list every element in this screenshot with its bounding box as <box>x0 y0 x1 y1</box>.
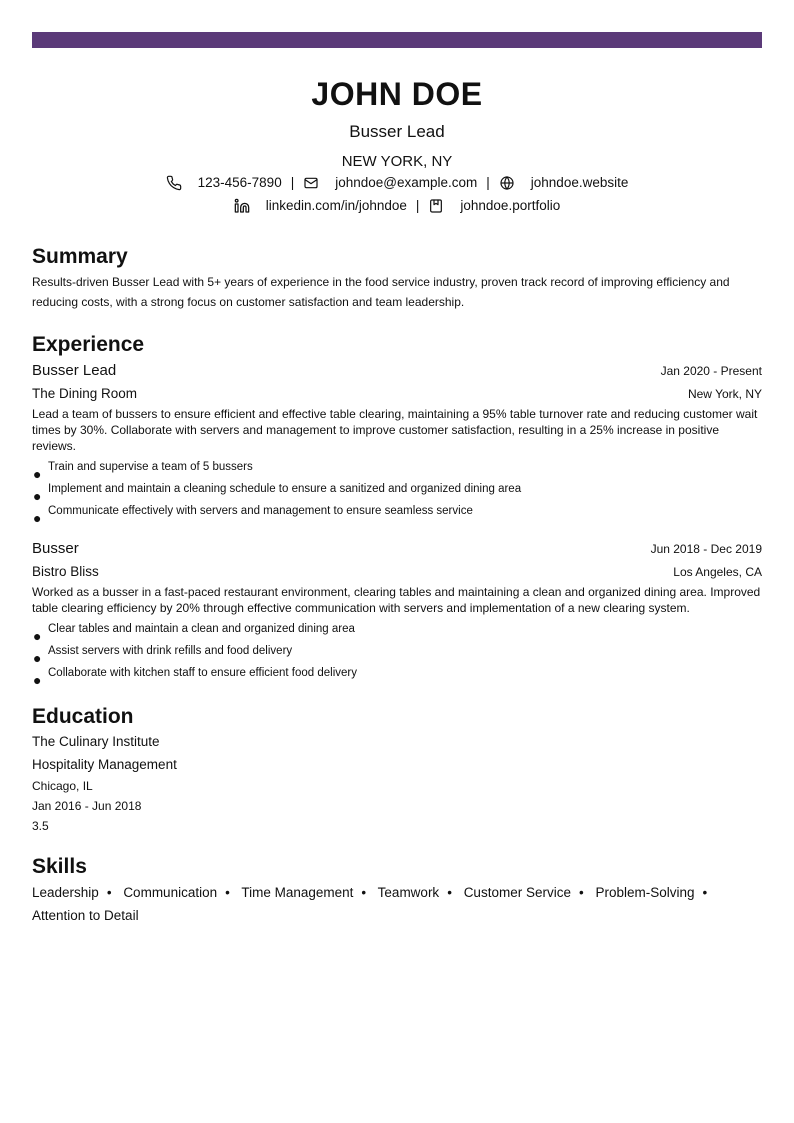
skill-item: Problem-Solving <box>595 885 695 900</box>
linkedin-contact[interactable] <box>234 196 407 216</box>
email-contact[interactable] <box>303 173 477 193</box>
bullet-dot-icon: ● <box>33 628 42 644</box>
portfolio-icon <box>428 198 444 214</box>
resume-page <box>32 48 762 927</box>
mail-icon <box>303 175 319 191</box>
job-description: Worked as a busser in a fast-paced restaurant environment, clearing tables and maintaining a clean and organized dining area. Improved table clearing efficiency by 20% through effective communication with servers and implementation of a new clearing system. <box>32 585 761 615</box>
job-location: Los Angeles, CA <box>673 565 762 579</box>
job-location: New York, NY <box>687 387 762 401</box>
globe-icon <box>499 175 515 191</box>
bullet-dot-icon: ● <box>33 650 42 666</box>
skill-separator-icon: • <box>578 885 584 900</box>
education-school: The Culinary Institute <box>32 734 160 749</box>
summary-text: Results-driven Busser Lead with 5+ years of experience in the food service industry, proven track record of improving efficiency and reducing costs, with a strong focus on customer satisfaction and team leadership. <box>32 275 730 309</box>
resume-header <box>32 75 762 216</box>
education-section <box>32 704 762 836</box>
list-item: ● Implement and maintain a cleaning schedule to ensure a sanitized and organized dining area <box>32 478 762 500</box>
contact-row-secondary <box>32 196 762 216</box>
job-description: Lead a team of bussers to ensure efficient and effective table clearing, maintaining a 95% table turnover rate and reducing customer wait times by 30%. Collaborate with servers and management to improve customer satisfaction, resulting in a 25% increase in positive reviews. <box>32 407 758 453</box>
job-entry <box>32 538 762 688</box>
list-item: ● Train and supervise a team of 5 bussers <box>32 456 762 478</box>
candidate-name: JOHN DOE <box>311 76 483 112</box>
list-item: ● Collaborate with kitchen staff to ensure efficient food delivery <box>32 662 762 684</box>
job-dates: Jun 2018 - Dec 2019 <box>650 542 762 556</box>
job-dates: Jan 2020 - Present <box>660 364 762 378</box>
job-company: The Dining Room <box>32 386 138 401</box>
contact-separator: | <box>290 175 295 190</box>
skill-item: Communication <box>123 885 218 900</box>
bullet-dot-icon: ● <box>33 466 42 482</box>
contact-separator: | <box>486 175 490 190</box>
job-title: Busser Lead <box>32 362 117 379</box>
contact-row-primary <box>32 173 762 193</box>
phone-icon <box>166 175 182 191</box>
skill-item: Leadership <box>32 885 99 900</box>
skill-item: Time Management <box>241 885 354 900</box>
summary-heading: Summary <box>32 245 128 268</box>
portfolio-text: johndoe.portfolio <box>460 198 561 213</box>
linkedin-icon <box>234 198 250 214</box>
job-title: Busser <box>32 540 79 557</box>
job-bullets <box>32 618 762 688</box>
education-location: Chicago, IL <box>32 779 93 793</box>
skills-list <box>32 881 762 927</box>
education-heading: Education <box>32 705 134 728</box>
job-entry <box>32 360 762 526</box>
bullet-dot-icon: ● <box>33 672 42 688</box>
accent-bar <box>32 32 762 48</box>
email-text: johndoe@example.com <box>335 175 478 190</box>
skill-item: Customer Service <box>463 885 571 900</box>
skill-separator-icon: • <box>106 885 112 900</box>
phone-text: 123-456-7890 <box>197 175 282 190</box>
list-item: ● Assist servers with drink refills and food delivery <box>32 640 762 662</box>
bullet-dot-icon: ● <box>33 488 42 504</box>
summary-section <box>32 244 762 312</box>
job-company: Bistro Bliss <box>32 564 99 579</box>
phone-contact[interactable] <box>166 173 282 193</box>
candidate-location: NEW YORK, NY <box>341 153 453 170</box>
skills-section <box>32 854 762 927</box>
education-degree: Hospitality Management <box>32 757 177 772</box>
linkedin-text: linkedin.com/in/johndoe <box>265 198 407 213</box>
skill-separator-icon: • <box>447 885 452 900</box>
education-gpa: 3.5 <box>32 819 49 833</box>
skill-item: Attention to Detail <box>32 908 139 923</box>
list-item: ● Communicate effectively with servers and management to ensure seamless service <box>32 500 762 522</box>
skill-separator-icon: • <box>702 885 708 900</box>
skill-item: Teamwork <box>377 885 440 900</box>
list-item: ● Clear tables and maintain a clean and organized dining area <box>32 618 762 640</box>
portfolio-contact[interactable] <box>428 196 560 216</box>
skill-separator-icon: • <box>225 885 230 900</box>
job-bullets <box>32 456 762 526</box>
website-contact[interactable] <box>499 173 629 193</box>
experience-section <box>32 332 762 688</box>
bullet-dot-icon: ● <box>33 510 42 526</box>
candidate-title: Busser Lead <box>349 122 445 141</box>
skill-separator-icon: • <box>361 885 367 900</box>
education-dates: Jan 2016 - Jun 2018 <box>32 799 142 813</box>
website-text: johndoe.website <box>530 175 629 190</box>
experience-heading: Experience <box>32 333 145 356</box>
skills-heading: Skills <box>32 855 87 878</box>
contact-separator: | <box>415 198 420 213</box>
